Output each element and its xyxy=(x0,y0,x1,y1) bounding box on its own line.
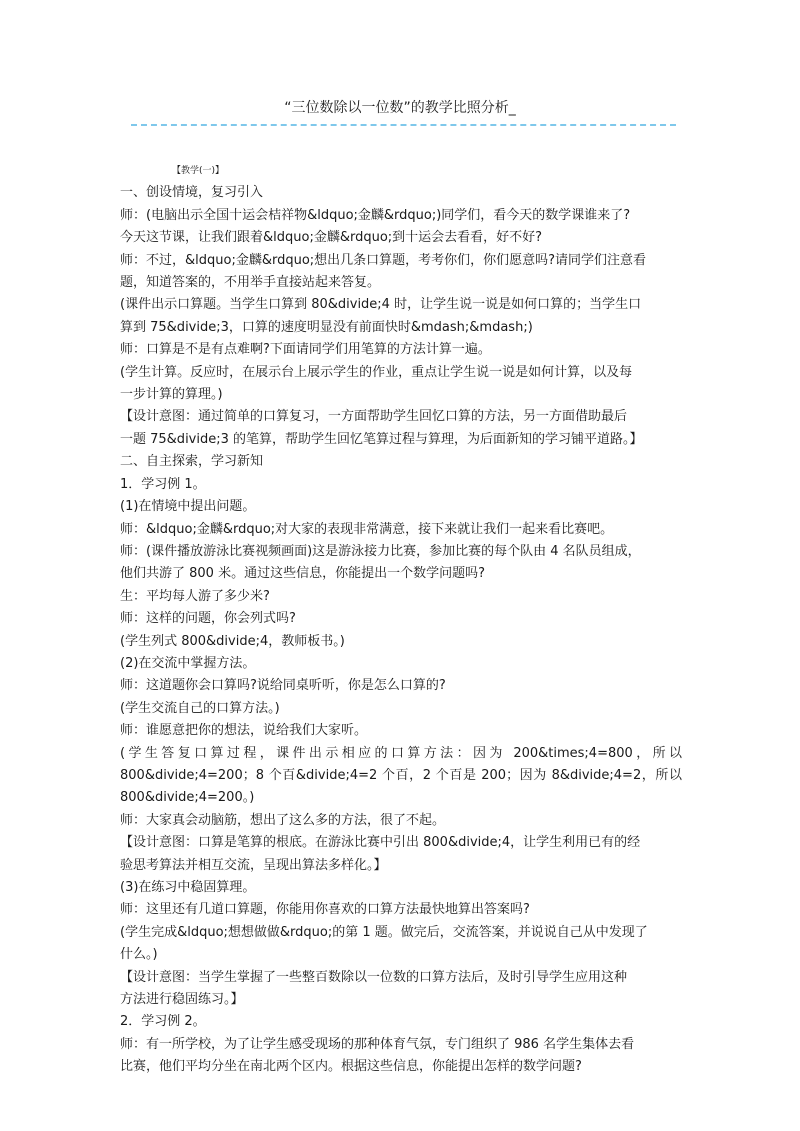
section-heading: 【教学(一)】 xyxy=(172,166,225,176)
text-line: 师：口算是不是有点难啊?下面请同学们用笔算的方法计算一遍。 xyxy=(120,342,491,358)
text-line: 2．学习例 2。 xyxy=(120,1014,206,1030)
text-line: (课件出示口算题。当学生口算到 80&divide;4 时，让学生说一说是如何口算的；当学生口 xyxy=(120,297,642,313)
text-line: 比赛，他们平均分坐在南北两个区内。根据这些信息，你能提出怎样的数学问题? xyxy=(120,1059,582,1075)
document-title: “三位数除以一位数”的教学比照分析_ xyxy=(284,100,516,116)
text-line: 什么。) xyxy=(120,947,158,963)
text-line: 题，知道答案的，不用举手直接站起来答复。 xyxy=(120,275,381,291)
text-line: (学生完成&ldquo;想想做做&rdquo;的第 1 题。做完后，交流答案，并说说自己从中发现了 xyxy=(120,924,648,940)
text-line: 师：有一所学校，为了让学生感受现场的那种体育气氛，专门组织了 986 名学生集体去看 xyxy=(120,1036,635,1052)
text-line: 1．学习例 1。 xyxy=(120,476,206,492)
text-line: 生：平均每人游了多少米? xyxy=(120,588,270,604)
text-line: 师：大家真会动脑筋，想出了这么多的方法，很了不起。 xyxy=(120,812,446,828)
text-line: 方法进行稳固练习。】 xyxy=(120,992,244,1008)
text-line: 二、自主探索，学习新知 xyxy=(120,454,264,470)
text-line: 师：这道题你会口算吗?说给同桌听听，你是怎么口算的? xyxy=(120,678,446,694)
text-line: 验思考算法并相互交流，呈现出算法多样化。】 xyxy=(120,857,387,873)
text-line: 他们共游了 800 米。通过这些信息，你能提出一个数学问题吗? xyxy=(120,566,485,582)
text-line: 【设计意图：当学生掌握了一些整百数除以一位数的口算方法后，及时引导学生应用这种 xyxy=(120,969,628,985)
text-line: 800&divide;4=200。) xyxy=(120,790,255,806)
text-line: (学生列式 800&divide;4，教师板书。) xyxy=(120,633,345,649)
text-line: (学生交流自己的口算方法。) xyxy=(120,700,280,716)
text-line: (2)在交流中掌握方法。 xyxy=(120,655,256,671)
text-line: 800&divide;4=200；8 个百&divide;4=2 个百，2 个百是 200；因为 8&divide;4=2，所以 xyxy=(120,767,682,783)
text-line: 算到 75&divide;3，口算的速度明显没有前面快时&mdash;&mdash;) xyxy=(120,319,533,335)
text-line: 【设计意图：口算是笔算的根底。在游泳比赛中引出 800&divide;4，让学生利用已有的经 xyxy=(120,835,641,851)
text-line: 师：(电脑出示全国十运会桔祥物&ldquo;金麟&rdquo;)同学们，看今天的数学课谁来了? xyxy=(120,207,631,223)
text-line: 一、创设情境，复习引入 xyxy=(120,185,264,201)
text-line: 师：这里还有几道口算题，你能用你喜欢的口算方法最快地算出答案吗? xyxy=(120,902,530,918)
title-divider xyxy=(131,124,676,126)
text-line: (3)在练习中稳固算理。 xyxy=(120,880,256,895)
text-line: 一题 75&divide;3 的笔算，帮助学生回忆笔算过程与算理，为后面新知的学习铺平道路。】 xyxy=(120,431,643,447)
text-line: 【设计意图：通过简单的口算复习，一方面帮助学生回忆口算的方法，另一方面借助最后 xyxy=(120,409,628,425)
text-line: 师：(课件播放游泳比赛视频画面)这是游泳接力比赛，参加比赛的每个队由 4 名队员组成， xyxy=(120,543,641,559)
document-body xyxy=(120,160,682,1079)
text-line: 师：这样的问题，你会列式吗? xyxy=(120,611,296,627)
text-line: 师：谁愿意把你的想法，说给我们大家听。 xyxy=(120,723,368,739)
text-line: 一步计算的算理。) xyxy=(120,387,223,403)
text-line: (1)在情境中提出问题。 xyxy=(120,499,256,515)
text-line: (学生计算。反应时，在展示台上展示学生的作业，重点让学生说一说是如何计算，以及每 xyxy=(120,364,633,380)
text-line: 师：不过，&ldquo;金麟&rdquo;想出几条口算题，考考你们，你们愿意吗?请同学们注意看 xyxy=(120,252,647,268)
text-line: (学生答复口算过程，课件出示相应的口算方法：因为 200&times;4=800，所以 xyxy=(120,745,682,761)
text-line: 今天这节课，让我们跟着&ldquo;金麟&rdquo;到十运会去看看，好不好? xyxy=(120,230,543,246)
text-line: 师：&ldquo;金麟&rdquo;对大家的表现非常满意，接下来就让我们一起来看比赛吧。 xyxy=(120,521,614,537)
